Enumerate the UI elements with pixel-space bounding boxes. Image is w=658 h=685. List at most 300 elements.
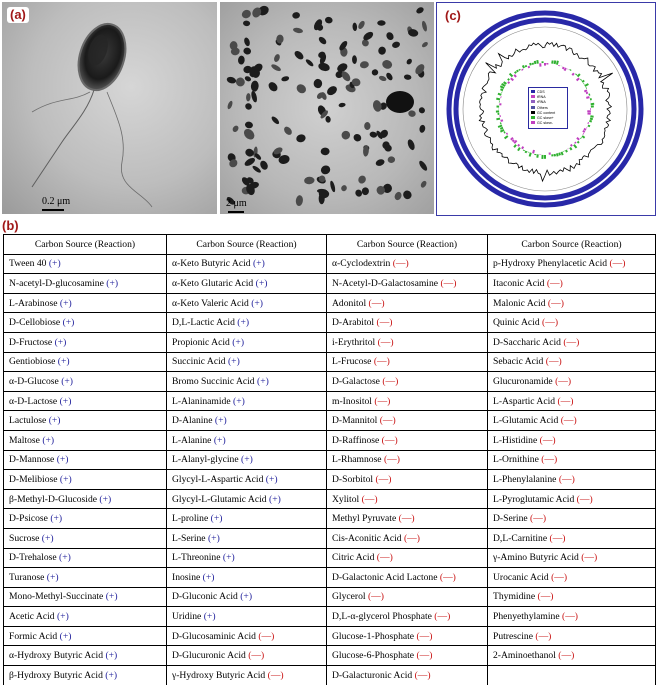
bacterial-cell xyxy=(352,132,363,143)
table-cell xyxy=(167,568,327,588)
gc-skew-bar xyxy=(513,140,515,142)
carbon-source-name: Glucose-6-Phosphate xyxy=(332,650,415,662)
table-row xyxy=(4,528,656,548)
reaction-sign: (+) xyxy=(232,336,245,348)
gc-skew-bar xyxy=(515,72,516,74)
reaction-sign: (+) xyxy=(105,591,118,603)
reaction-sign: (—) xyxy=(558,650,575,662)
table-cell xyxy=(4,626,167,646)
gc-skew-bar xyxy=(496,99,500,100)
carbon-source-name: Glycyl-L-Glutamic Acid xyxy=(172,493,267,505)
carbon-source-name: Bromo Succinic Acid xyxy=(172,375,255,387)
carbon-source-name: L-Threonine xyxy=(172,552,221,564)
gc-skew-bar xyxy=(517,70,518,72)
table-row xyxy=(4,293,656,313)
tem-image-population xyxy=(220,2,434,214)
table-cell xyxy=(167,352,327,372)
table-cell xyxy=(167,470,327,490)
carbon-source-name: D-Raffinose xyxy=(332,434,380,446)
table-row xyxy=(4,430,656,450)
carbon-source-name: L-Pyroglutamic Acid xyxy=(493,493,575,505)
table-cell xyxy=(4,528,167,548)
reaction-sign: (+) xyxy=(251,297,263,309)
gc-skew-bar xyxy=(570,148,572,150)
table-cell xyxy=(488,548,656,568)
table-cell xyxy=(488,254,656,274)
carbon-source-name: L-proline xyxy=(172,513,209,525)
bacterial-cell xyxy=(267,80,279,93)
carbon-source-name: Putrescine xyxy=(493,630,533,642)
gc-skew-bar xyxy=(501,89,504,90)
reaction-sign: (+) xyxy=(48,258,61,270)
reaction-sign: (—) xyxy=(562,611,578,623)
gc-skew-bar xyxy=(530,153,531,157)
legend-label: GC content xyxy=(537,110,556,115)
table-cell xyxy=(167,626,327,646)
legend-swatch xyxy=(531,121,535,124)
carbon-source-name: α-Cyclodextrin xyxy=(332,258,391,270)
bacterial-cell xyxy=(319,164,331,176)
reaction-sign: (+) xyxy=(106,277,119,289)
bacterial-cell xyxy=(317,189,327,194)
bacterial-cell xyxy=(243,37,251,47)
table-cell xyxy=(4,607,167,627)
carbon-source-name: Inosine xyxy=(172,571,201,583)
reaction-sign: (—) xyxy=(555,375,572,387)
carbon-source-name: β-Hydroxy Butyric Acid xyxy=(9,669,103,681)
bacterial-cell xyxy=(313,79,322,89)
carbon-source-name: Quinic Acid xyxy=(493,317,540,329)
reaction-sign: (—) xyxy=(381,434,398,446)
scale-bar-left xyxy=(42,209,64,211)
bacterial-cell xyxy=(273,53,281,63)
reaction-sign: (+) xyxy=(48,415,61,427)
bacterial-cell xyxy=(244,102,253,111)
carbon-source-name: D-Fructose xyxy=(9,336,53,348)
bacterial-cell xyxy=(244,121,253,129)
gc-skew-bar xyxy=(586,93,588,94)
bacterial-cell xyxy=(305,58,315,67)
tem-image-single-cell xyxy=(2,2,217,214)
carbon-source-name: α-Keto Valeric Acid xyxy=(172,297,249,309)
table-cell xyxy=(327,666,488,685)
bacterial-cell xyxy=(338,102,346,108)
reaction-sign: (+) xyxy=(241,454,253,466)
table-cell xyxy=(488,391,656,411)
table-cell xyxy=(327,352,488,372)
reaction-sign: (—) xyxy=(581,552,598,564)
panel-c-label: (c) xyxy=(445,8,461,23)
reaction-sign: (+) xyxy=(59,630,72,642)
reaction-sign: (—) xyxy=(542,317,559,329)
bacterial-cell xyxy=(317,35,327,45)
carbon-source-name: Itaconic Acid xyxy=(493,277,545,289)
table-row xyxy=(4,411,656,431)
carbon-source-name: α-D-Lactose xyxy=(9,395,58,407)
gc-skew-bar xyxy=(565,68,566,71)
gc-skew-bar xyxy=(500,128,503,129)
table-cell xyxy=(4,450,167,470)
carbon-source-name: Mono-Methyl-Succinate xyxy=(9,591,104,603)
carbon-source-name: Urocanic Acid xyxy=(493,571,549,583)
bacterial-cell xyxy=(243,156,256,167)
gc-skew-bar xyxy=(583,131,585,132)
table-row xyxy=(4,254,656,274)
scale-label-right: 2 μm xyxy=(226,198,247,209)
gc-skew-bar xyxy=(586,97,589,98)
carbon-source-name: Sebacic Acid xyxy=(493,356,544,368)
carbon-source-name: Sucrose xyxy=(9,532,40,544)
carbon-source-name: Thymidine xyxy=(493,591,536,603)
reaction-sign: (—) xyxy=(361,493,378,505)
table-cell xyxy=(4,646,167,666)
bacterial-cell xyxy=(250,90,258,103)
bacterial-cell xyxy=(391,41,401,49)
gc-skew-bar xyxy=(530,63,531,65)
table-cell xyxy=(488,411,656,431)
table-cell xyxy=(327,293,488,313)
table-cell xyxy=(4,352,167,372)
circular-genome-map xyxy=(436,2,656,216)
table-header-cell: Carbon Source (Reaction) xyxy=(167,235,327,255)
table-cell xyxy=(167,411,327,431)
carbon-source-name: D-Melibiose xyxy=(9,473,58,485)
reaction-sign: (—) xyxy=(557,395,574,407)
table-cell xyxy=(4,666,167,685)
reaction-sign: (+) xyxy=(99,493,112,505)
table-cell xyxy=(167,509,327,529)
reaction-sign: (+) xyxy=(50,513,63,525)
bacterial-cell xyxy=(320,147,329,155)
reaction-sign: (—) xyxy=(546,277,563,289)
gc-skew-bar xyxy=(552,61,553,64)
reaction-sign: (+) xyxy=(62,317,75,329)
carbon-source-name: L-Glutamic Acid xyxy=(493,415,559,427)
bacterial-cell xyxy=(329,180,336,192)
reaction-sign: (+) xyxy=(59,395,72,407)
bacterial-cell xyxy=(259,159,270,171)
table-cell xyxy=(327,607,488,627)
table-cell xyxy=(4,568,167,588)
carbon-source-name: Maltose xyxy=(9,434,40,446)
table-cell xyxy=(4,332,167,352)
reaction-sign: (—) xyxy=(530,513,547,525)
bacterial-cell xyxy=(381,59,393,70)
carbon-source-name: D-Serine xyxy=(493,513,528,525)
carbon-source-name: Acetic Acid xyxy=(9,611,55,623)
gc-skew-bar xyxy=(506,133,507,134)
table-cell xyxy=(4,470,167,490)
reaction-sign: (—) xyxy=(560,415,577,427)
table-row xyxy=(4,332,656,352)
carbon-source-name: D-Cellobiose xyxy=(9,317,61,329)
reaction-sign: (+) xyxy=(233,395,245,407)
carbon-source-name: D-Mannose xyxy=(9,454,55,466)
gc-skew-bar xyxy=(526,65,527,67)
panel-a-label: (a) xyxy=(7,7,29,23)
bacterial-cell xyxy=(372,99,383,112)
carbon-source-name: D-Trehalose xyxy=(9,552,57,564)
bacterial-cell xyxy=(226,76,237,85)
carbon-source-name: Lactulose xyxy=(9,415,47,427)
table-row xyxy=(4,489,656,509)
gc-skew-bar xyxy=(514,75,516,77)
bacterial-cell xyxy=(246,93,251,102)
carbon-source-name: L-Alaninamide xyxy=(172,395,231,407)
reaction-sign: (—) xyxy=(258,630,275,642)
table-cell xyxy=(327,509,488,529)
table-cell xyxy=(327,568,488,588)
table-row xyxy=(4,626,656,646)
reaction-sign: (—) xyxy=(416,630,433,642)
table-row xyxy=(4,646,656,666)
gc-skew-bar xyxy=(508,82,510,83)
gc-skew-bar xyxy=(510,74,513,77)
table-cell xyxy=(167,489,327,509)
reaction-sign: (—) xyxy=(416,650,433,662)
legend-swatch xyxy=(531,90,535,93)
table-cell xyxy=(327,528,488,548)
gc-skew-bar xyxy=(504,132,505,133)
carbon-source-name: β-Methyl-D-Glucoside xyxy=(9,493,98,505)
table-cell xyxy=(4,489,167,509)
bacterial-cell xyxy=(418,106,426,114)
bacterial-cell xyxy=(283,125,294,136)
table-cell xyxy=(327,548,488,568)
table-cell xyxy=(167,254,327,274)
bacterial-cell xyxy=(357,20,366,30)
gc-skew-bar xyxy=(572,73,574,75)
reaction-sign: (—) xyxy=(383,454,400,466)
reaction-sign: (—) xyxy=(609,258,626,270)
carbon-source-name: L-Phenylalanine xyxy=(493,473,557,485)
legend-label: tRNA xyxy=(537,95,546,100)
carbon-source-name: Citric Acid xyxy=(332,552,375,564)
gc-skew-bar xyxy=(570,70,571,71)
population-micrograph xyxy=(220,2,434,214)
bacterial-cell xyxy=(238,55,245,65)
bacterial-cell xyxy=(234,76,246,88)
table-cell xyxy=(4,313,167,333)
gc-skew-bar xyxy=(566,150,567,152)
carbon-source-name: Glucuronamide xyxy=(493,375,553,387)
table-cell xyxy=(488,489,656,509)
bacterial-cell xyxy=(401,189,413,201)
carbon-source-name: Malonic Acid xyxy=(493,297,546,309)
bacterial-cell xyxy=(295,82,308,95)
bacterial-cell xyxy=(388,156,396,163)
bacterial-cell xyxy=(421,20,428,32)
table-cell xyxy=(167,607,327,627)
gc-skew-bar xyxy=(584,129,586,130)
bacterial-cell xyxy=(352,22,357,31)
table-header-cell: Carbon Source (Reaction) xyxy=(327,235,488,255)
table-cell xyxy=(167,646,327,666)
reaction-sign: (—) xyxy=(558,473,575,485)
reaction-sign: (+) xyxy=(237,317,250,329)
gc-skew-bar xyxy=(500,130,504,132)
bacterial-cell xyxy=(295,133,306,143)
table-row xyxy=(4,372,656,392)
table-cell xyxy=(327,646,488,666)
reaction-sign: (+) xyxy=(214,415,227,427)
carbon-source-name: p-Hydroxy Phenylacetic Acid xyxy=(493,258,608,270)
reaction-sign: (+) xyxy=(105,669,118,681)
table-cell xyxy=(327,274,488,294)
carbon-source-name: 2-Aminoethanol xyxy=(493,650,556,662)
reaction-sign: (—) xyxy=(376,317,393,329)
bacterial-cell xyxy=(340,184,347,192)
legend-swatch xyxy=(531,95,535,98)
gc-skew-bar xyxy=(577,78,580,80)
legend-swatch xyxy=(531,111,535,114)
table-cell xyxy=(327,411,488,431)
carbon-source-name: L-Arabinose xyxy=(9,297,58,309)
table-cell xyxy=(327,626,488,646)
reaction-sign: (—) xyxy=(375,473,392,485)
carbon-source-name: L-Rhamnose xyxy=(332,454,382,466)
bacterial-cell xyxy=(270,115,280,125)
table-cell xyxy=(167,391,327,411)
reaction-sign: (—) xyxy=(535,630,552,642)
carbon-source-name: α-Keto Glutaric Acid xyxy=(172,277,254,289)
bacterial-cell xyxy=(304,176,315,184)
table-cell xyxy=(488,293,656,313)
carbon-source-name: Methyl Pyruvate xyxy=(332,513,397,525)
reaction-sign: (—) xyxy=(374,395,391,407)
table-row xyxy=(4,352,656,372)
table-cell xyxy=(488,332,656,352)
reaction-sign: (—) xyxy=(439,571,456,583)
table-cell xyxy=(4,509,167,529)
gc-skew-bar xyxy=(577,138,579,140)
bacterial-cell xyxy=(357,174,367,185)
reaction-sign: (+) xyxy=(59,473,72,485)
table-cell xyxy=(327,372,488,392)
table-cell xyxy=(488,313,656,333)
carbon-source-name: D-Saccharic Acid xyxy=(493,336,561,348)
reaction-sign: (+) xyxy=(269,493,281,505)
carbon-source-name: N-Acetyl-D-Galactosamine xyxy=(332,277,439,289)
reaction-sign: (—) xyxy=(541,454,558,466)
bacterial-cell xyxy=(242,127,257,142)
reaction-sign: (+) xyxy=(257,375,269,387)
legend-swatch xyxy=(531,116,535,119)
reaction-sign: (—) xyxy=(367,591,384,603)
gc-skew-bar xyxy=(588,126,590,127)
table-cell xyxy=(327,430,488,450)
table-cell xyxy=(488,274,656,294)
table-cell xyxy=(4,587,167,607)
carbon-source-name: D-Psicose xyxy=(9,513,48,525)
carbon-source-name: γ-Hydroxy Butyric Acid xyxy=(172,669,266,681)
gc-skew-bar xyxy=(523,65,524,68)
table-cell xyxy=(488,568,656,588)
bacterial-cell xyxy=(293,49,305,61)
table-row xyxy=(4,666,656,685)
gc-skew-bar xyxy=(537,154,538,157)
bacterial-cell xyxy=(408,110,417,118)
gc-skew-bar xyxy=(526,151,527,153)
reaction-sign: (+) xyxy=(227,356,240,368)
reaction-sign: (+) xyxy=(207,532,220,544)
table-cell xyxy=(327,470,488,490)
bacterial-cell xyxy=(378,75,387,82)
reaction-sign: (+) xyxy=(61,375,74,387)
table-cell xyxy=(4,411,167,431)
bacterial-cell xyxy=(420,180,428,189)
reaction-sign: (+) xyxy=(202,571,215,583)
gc-skew-bar xyxy=(578,74,580,76)
table-cell xyxy=(327,450,488,470)
gc-skew-bar xyxy=(559,153,560,156)
legend-swatch xyxy=(531,106,535,109)
gc-skew-bar xyxy=(585,84,589,86)
legend-label: Others xyxy=(537,105,548,110)
carbon-source-name: D-Glucosaminic Acid xyxy=(172,630,256,642)
table-cell xyxy=(167,372,327,392)
scale-bar-right xyxy=(228,211,244,213)
table-cell xyxy=(167,430,327,450)
bacterial-cell xyxy=(406,138,416,151)
table-cell xyxy=(488,666,656,685)
bacterial-cell xyxy=(340,129,352,141)
single-cell-micrograph xyxy=(2,2,217,214)
bacterial-cell xyxy=(325,116,331,124)
reaction-sign: (+) xyxy=(41,532,54,544)
gc-skew-bar xyxy=(518,148,520,151)
genome-legend xyxy=(528,87,568,129)
carbon-source-name: D,L-Lactic Acid xyxy=(172,317,235,329)
carbon-source-name: L-Frucose xyxy=(332,356,372,368)
reaction-sign: (+) xyxy=(54,336,67,348)
carbon-source-name: Glycerol xyxy=(332,591,366,603)
carbon-source-name: i-Erythritol xyxy=(332,336,376,348)
bacterial-cell xyxy=(359,61,369,69)
carbon-source-name: Adonitol xyxy=(332,297,367,309)
bacterial-cell xyxy=(324,16,333,24)
table-cell xyxy=(488,352,656,372)
table-row xyxy=(4,274,656,294)
gc-skew-bar xyxy=(505,136,508,138)
table-cell xyxy=(327,313,488,333)
table-cell xyxy=(167,313,327,333)
bacterial-cell xyxy=(252,165,262,174)
table-row xyxy=(4,450,656,470)
reaction-sign: (—) xyxy=(440,277,457,289)
bacterial-cell xyxy=(231,124,239,133)
table-header-cell: Carbon Source (Reaction) xyxy=(488,235,656,255)
bacterial-cell xyxy=(405,58,413,66)
carbon-source-name: Cis-Aconitic Acid xyxy=(332,532,402,544)
bacterial-cell xyxy=(364,122,370,130)
bacterial-cell xyxy=(371,69,378,76)
bacterial-cell xyxy=(378,46,387,55)
table-cell xyxy=(488,646,656,666)
table-cell xyxy=(167,293,327,313)
table-cell xyxy=(327,489,488,509)
carbon-source-name: L-Aspartic Acid xyxy=(493,395,556,407)
reaction-sign: (—) xyxy=(434,611,451,623)
gc-skew-bar xyxy=(563,67,564,69)
gc-skew-bar xyxy=(519,69,520,70)
gc-skew-bar xyxy=(511,138,513,140)
bacterial-cell xyxy=(250,80,259,92)
table-cell xyxy=(4,548,167,568)
gc-skew-bar xyxy=(496,119,500,120)
gc-skew-bar xyxy=(581,138,582,139)
bacterial-cell xyxy=(244,147,255,158)
